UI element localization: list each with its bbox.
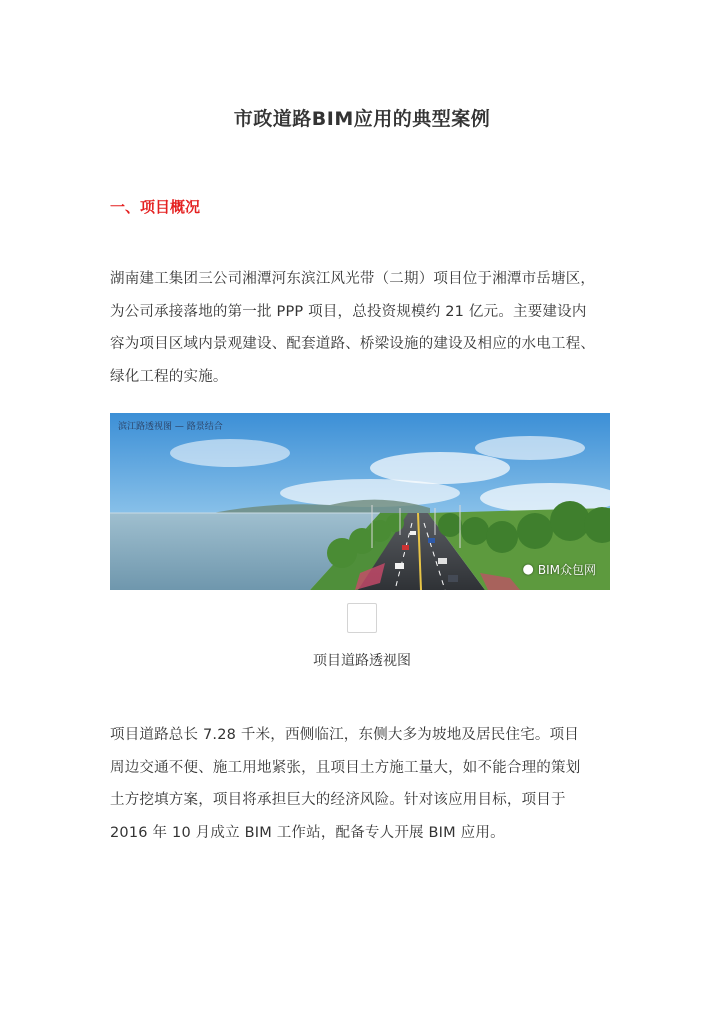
paragraph-line: 周边交通不便、施工用地紧张，且项目土方施工量大，如不能合理的策划	[110, 759, 581, 776]
image-placeholder	[347, 603, 377, 633]
section-heading: 一、项目概况	[110, 198, 201, 216]
paragraph-line: 土方挖填方案，项目将承担巨大的经济风险。针对该应用目标，项目于	[110, 792, 566, 808]
road-perspective-image	[110, 413, 610, 590]
image-overlay-label: 滨江路透视图 — 路景结合	[118, 422, 223, 432]
paragraph-line: 湖南建工集团三公司湘潭河东滨江风光带（二期）项目位于湘潭市岳塘区，	[110, 271, 596, 287]
wechat-icon: ●	[522, 562, 534, 577]
paragraph-project-overview	[110, 263, 626, 393]
paragraph-line: 2016 年 10 月成立 BIM 工作站，配备专人开展 BIM 应用。	[110, 824, 505, 841]
paragraph-line: 项目道路总长 7.28 千米，西侧临江，东侧大多为坡地及居民住宅。项目	[110, 727, 580, 743]
watermark-text: BIM众包网	[537, 563, 596, 577]
paragraph-line: 为公司承接落地的第一批 PPP 项目，总投资规模约 21 亿元。主要建设内	[110, 303, 587, 320]
figure-caption: 项目道路透视图	[313, 653, 411, 669]
paragraph-line: 绿化工程的实施。	[110, 368, 228, 385]
paragraph-road-info	[110, 719, 626, 849]
paragraph-line: 容为项目区域内景观建设、配套道路、桥梁设施的建设及相应的水电工程、	[110, 336, 596, 352]
document-title: 市政道路BIM应用的典型案例	[233, 108, 491, 130]
watermark	[523, 561, 596, 578]
